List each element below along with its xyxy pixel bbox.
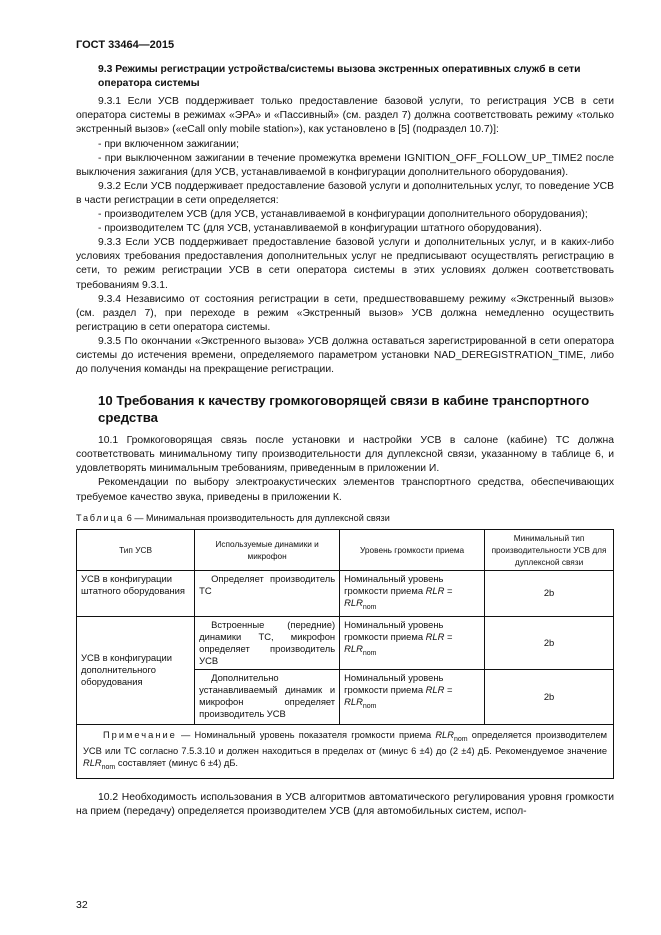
- nom-sub: nom: [362, 702, 377, 710]
- level-text: Номинальный уровень громкости приема: [344, 618, 444, 642]
- table-caption: [76, 511, 614, 525]
- table-cell-value: 2b: [485, 669, 614, 724]
- paragraph-10-1: 10.1 Громкоговорящая связь после установки и настройки УСВ в салоне (кабине) ТС должна соответствовать минимальному типу производительности для дуплексной связи, указанному в таблице 6, и удовлетворять минимальным требованиям, приведенным в приложении И.: [76, 435, 614, 475]
- table-cell-value: 2b: [485, 616, 614, 669]
- paragraph-9-3-1: 9.3.1 Если УСВ поддерживает только предоставление базовой услуги, то регистрация УСВ в сети оператора системы в режимах «ЭРА» и «Пассивный» (см. раздел 7) должна соответствовать режиму «только экстренный вызов» («eCall only mobile station»), как установлено в [5] (подраздел 10.7)]:: [76, 96, 614, 136]
- table-cell-level: [340, 669, 485, 724]
- table-caption-text: 6 — Минимальная производительность для дуплексной связи: [126, 512, 390, 523]
- rlr-eq: =: [444, 630, 453, 642]
- rlr-var: RLR: [425, 630, 445, 642]
- table-caption-word: Таблица: [76, 512, 125, 523]
- note-text: определяется производителем УСВ или ТС согласно 7.5.3.10 и должен находиться в пределах от (минус 6 ±4) до (2 ±4) дБ. Рекомендуемое значение: [83, 729, 608, 757]
- table-6: [76, 529, 614, 780]
- table-cell-speakers: Определяет производитель ТС: [195, 570, 340, 616]
- table-header-row: [77, 529, 614, 570]
- table-cell-speakers: Встроенные (передние) динамики ТС, микрофон определяет производитель УСВ: [195, 616, 340, 669]
- nom-sub: nom: [362, 603, 377, 611]
- rlr-eq: =: [444, 683, 453, 695]
- rlr-nom: RLR: [435, 729, 454, 740]
- table-row: [77, 616, 614, 669]
- list-item: - производителем ТС (для УСВ, устанавливаемой в конфигурации штатного оборудования).: [98, 223, 542, 235]
- table-header-cell: Тип УСВ: [77, 529, 195, 570]
- table-note: [77, 724, 614, 779]
- note-word: Примечание: [103, 729, 177, 740]
- paragraph-9-3-4: 9.3.4 Независимо от состояния регистрации в сети, предшествовавшему режиму «Экстренный вызов» (см. раздел 7), при переходе в режим «Экстренный вызов» УСВ должна немедленно осуществить регистрацию в сети оператора системы.: [76, 293, 614, 333]
- rlr-nom: RLR: [83, 758, 102, 769]
- paragraph-10-1-recommendation: Рекомендации по выбору электроакустических элементов транспортного средства, обеспечивающих требуемое качество звука, приведены в приложении К.: [76, 477, 614, 503]
- rlr-nom: RLR: [344, 695, 363, 707]
- paragraph-9-3-3: 9.3.3 Если УСВ поддерживает предоставление базовой услуги и дополнительных услуг, и в каких-либо условиях требования предоставления дополнительных услуг не предписывают осуществлять регистрацию в сети, то режим регистрации УСВ в сети оператора системы в этих условиях должен соответствовать требованиям 9.3.1.: [76, 237, 614, 291]
- document-header: ГОСТ 33464—2015: [76, 39, 175, 51]
- rlr-nom: RLR: [344, 596, 363, 608]
- table-row: [77, 570, 614, 616]
- rlr-var: RLR: [425, 683, 445, 695]
- rlr-var: RLR: [425, 584, 445, 596]
- list-item: - при включенном зажигании;: [98, 138, 239, 150]
- document-page: [76, 38, 614, 820]
- note-text: — Номинальный уровень показателя громкости приема: [176, 729, 436, 740]
- section-10-title: 10 Требования к качеству громкоговорящей связи в кабине транспортного средства: [98, 393, 590, 426]
- table-note-row: [77, 724, 614, 779]
- page-number: 32: [76, 899, 88, 911]
- table-header-cell: Минимальный тип производительности УСВ для дуплексной связи: [485, 529, 614, 570]
- level-text: Номинальный уровень громкости приема: [344, 671, 444, 695]
- note-text: составляет (минус 6 ±4) дБ.: [115, 758, 239, 769]
- table-cell-speakers: Дополнительно устанавливаемый динамик и микрофон определяет производитель УСВ: [195, 669, 340, 724]
- paragraph-10-2: 10.2 Необходимость использования в УСВ алгоритмов автоматического регулирования уровня громкости на прием (передачу) определяется производителем УСВ (для автомобильных систем, испол-: [76, 792, 614, 818]
- nom-sub: nom: [101, 764, 116, 772]
- paragraph-9-3-2: 9.3.2 Если УСВ поддерживает предоставление базовой услуги и дополнительных услуг, то поведение УСВ в части регистрации в сети определяется:: [76, 180, 614, 206]
- list-item: - производителем УСВ (для УСВ, устанавливаемой в конфигурации дополнительного оборудования);: [98, 209, 588, 221]
- rlr-nom: RLR: [344, 642, 363, 654]
- list-item: - при выключенном зажигании в течение промежутка времени IGNITION_OFF_FOLLOW_UP_TIME2 после выключения зажигания (для УСВ, устанавливаемой в конфигурации дополнительного оборудования).: [76, 152, 614, 178]
- rlr-eq: =: [444, 584, 453, 596]
- nom-sub: nom: [453, 735, 468, 743]
- level-text: Номинальный уровень громкости приема: [344, 572, 444, 596]
- paragraph-9-3-5: 9.3.5 По окончании «Экстренного вызова» УСВ должна оставаться зарегистрированной в сети оператора системы до истечения времени, определяемого параметром установки NAD_DEREGISTRATION_TIME, либо до получения команды на прекращение регистрации.: [76, 335, 614, 376]
- table-cell-value: 2b: [485, 570, 614, 616]
- nom-sub: nom: [362, 649, 377, 657]
- table-cell-level: [340, 570, 485, 616]
- table-header-cell: Уровень громкости приема: [340, 529, 485, 570]
- table-header-cell: Используемые динамики и микрофон: [195, 529, 340, 570]
- table-cell-type: УСВ в конфигурации штатного оборудования: [77, 570, 195, 616]
- table-cell-type: УСВ в конфигурации дополнительного оборудования: [77, 616, 195, 724]
- table-cell-level: [340, 616, 485, 669]
- section-9-3-title: 9.3 Режимы регистрации устройства/системы вызова экстренных оперативных служб в сети оператора системы: [98, 64, 581, 90]
